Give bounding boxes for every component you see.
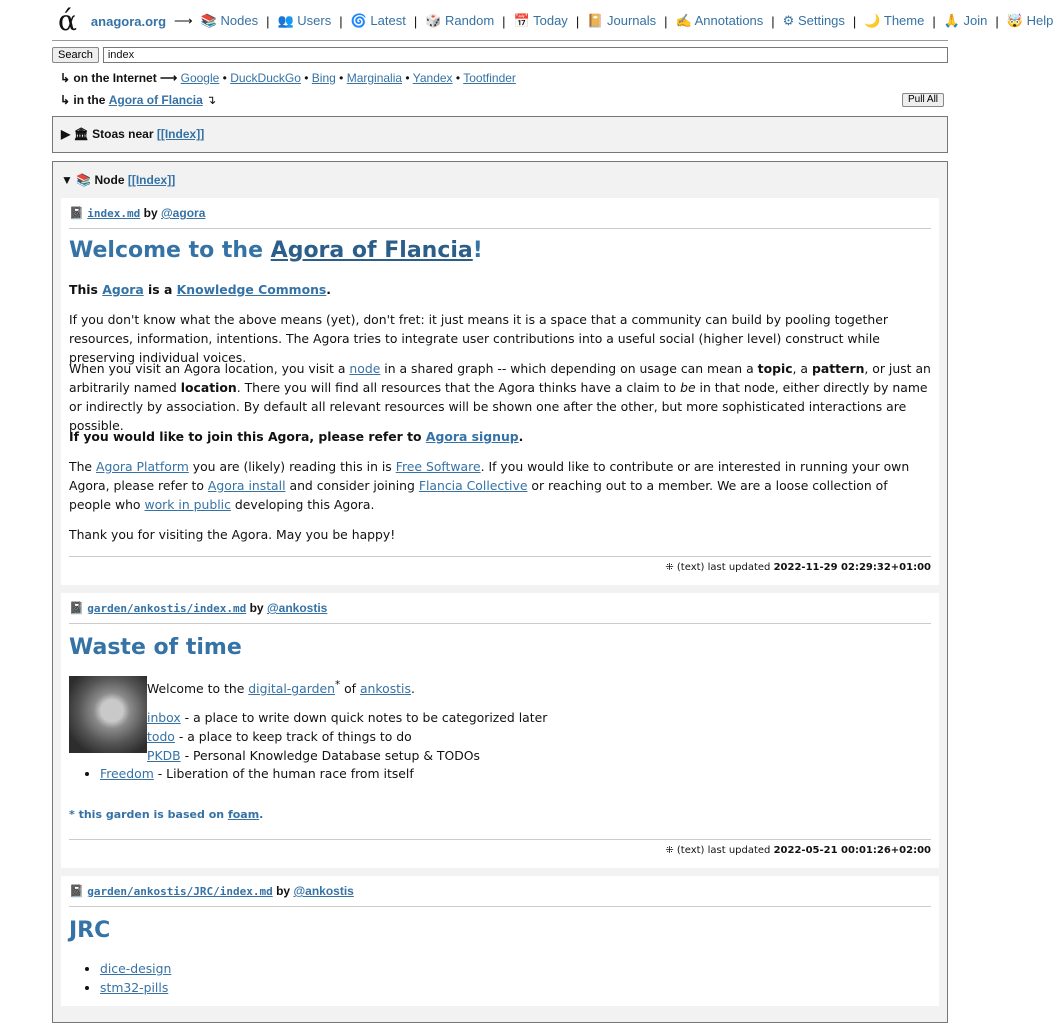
foam-link[interactable]: foam xyxy=(227,808,260,821)
engine-bing[interactable]: Bing xyxy=(311,71,336,85)
engine-yandex[interactable]: Yandex xyxy=(412,71,453,85)
engine-tootfinder[interactable]: Tootfinder xyxy=(463,71,516,85)
nav-join[interactable]: 🙏 Join xyxy=(943,13,988,28)
text: Welcome to the xyxy=(147,681,245,697)
nav-nodes[interactable]: 📚 Nodes xyxy=(200,13,259,28)
nav-help[interactable]: 🤯 Help xyxy=(1006,13,1053,28)
list-item xyxy=(100,978,171,997)
text: - a place to keep track of things to do xyxy=(178,729,412,744)
last-updated xyxy=(665,562,931,573)
engine-marginalia[interactable]: Marginalia xyxy=(346,71,403,85)
list-item xyxy=(100,764,414,783)
nav-separator: | xyxy=(771,13,775,29)
avatar xyxy=(69,676,147,753)
nav-separator: | xyxy=(266,13,270,29)
agora-signup-link[interactable]: Agora signup xyxy=(425,429,519,444)
text: . xyxy=(410,681,415,697)
list-item xyxy=(147,727,547,746)
ankostis-link[interactable]: ankostis xyxy=(359,681,411,697)
nav-journals[interactable]: 📔 Journals xyxy=(587,13,657,28)
page-heading xyxy=(69,238,483,263)
expand-triangle-icon[interactable]: ▶ xyxy=(61,127,71,141)
notebook-icon: 📓 xyxy=(69,206,84,220)
nav-separator: | xyxy=(664,13,668,29)
agora-line xyxy=(60,93,216,107)
internet-prefix: ↳ on the Internet ⟶ xyxy=(60,71,178,85)
nav-separator: | xyxy=(575,13,580,29)
garden-list xyxy=(147,708,547,765)
subnode-ankostis-jrc xyxy=(61,876,939,1006)
paragraph-visit xyxy=(69,359,931,435)
sparkle-icon: ⁜ xyxy=(665,845,674,856)
text: of xyxy=(344,681,357,697)
text: , or just an arbitrarily named xyxy=(69,361,931,395)
text: you are (likely) reading this in is xyxy=(192,459,392,474)
pkdb-link[interactable]: PKDB xyxy=(147,748,181,763)
text: developing this Agora. xyxy=(234,497,375,512)
footer-divider xyxy=(69,839,931,840)
pattern-term: pattern xyxy=(811,361,865,376)
stoas-index-link[interactable]: [[Index]] xyxy=(156,127,205,141)
garden-welcome xyxy=(147,676,931,698)
top-divider xyxy=(52,40,948,41)
node-link[interactable]: node xyxy=(349,361,381,376)
top-navbar xyxy=(52,4,1053,38)
subnode-user-link[interactable]: @agora xyxy=(160,206,206,220)
agora-link[interactable]: Agora xyxy=(102,282,144,297)
last-updated-date: 2022-05-21 00:01:26+02:00 xyxy=(773,845,931,856)
text: . xyxy=(326,282,332,297)
be-emphasis: be xyxy=(680,380,696,395)
notebook-icon: 📓 xyxy=(69,884,84,898)
engine-google[interactable]: Google xyxy=(180,71,220,85)
notebook-icon: 📓 xyxy=(69,601,84,615)
nav-annotations[interactable]: ✍ Annotations xyxy=(675,13,764,28)
text: - a place to write down quick notes to be categorized later xyxy=(184,710,548,725)
nav-today[interactable]: 📅 Today xyxy=(513,13,568,28)
paragraph-join xyxy=(69,427,931,446)
text: * this garden is based on xyxy=(69,808,225,821)
nav-separator: | xyxy=(339,13,343,29)
subnode-user-link[interactable]: @ankostis xyxy=(266,601,328,615)
agora-of-flancia-link[interactable]: Agora of Flancia xyxy=(108,93,203,107)
work-in-public-link[interactable]: work in public xyxy=(144,497,231,512)
flancia-collective-link[interactable]: Flancia Collective xyxy=(418,478,528,493)
agora-line-prefix: ↳ in the xyxy=(60,93,106,107)
text: . If you would like to contribute or are interested in running your own Agora, please refer to xyxy=(69,459,910,493)
nav-users[interactable]: 👥 Users xyxy=(277,13,332,28)
jrc-list xyxy=(87,959,171,997)
topic-term: topic xyxy=(757,361,793,376)
last-updated-date: 2022-11-29 02:29:32+01:00 xyxy=(773,562,931,573)
footnote-marker: * xyxy=(334,679,341,691)
last-updated-label: (text) last updated xyxy=(676,562,771,573)
text: This xyxy=(69,282,98,297)
nav-theme[interactable]: 🌙 Theme xyxy=(864,13,925,28)
stoas-title: 🏛 Stoas near xyxy=(73,127,154,141)
search-row xyxy=(52,47,948,65)
heading-agora-link[interactable]: Agora of Flancia xyxy=(270,238,473,263)
list-item xyxy=(147,708,547,727)
text: If you would like to join this Agora, please refer to xyxy=(69,429,422,444)
collapse-triangle-icon[interactable]: ▼ xyxy=(61,173,73,187)
text: The xyxy=(69,459,93,474)
agora-logo[interactable]: ά xyxy=(58,4,77,37)
paragraph-knowledge-commons xyxy=(69,280,931,299)
nav-settings[interactable]: ⚙ Settings xyxy=(782,13,845,28)
by-label: by xyxy=(143,206,158,220)
heading-text: Welcome to the xyxy=(69,238,263,263)
last-updated-label: (text) last updated xyxy=(676,845,771,856)
text: . xyxy=(259,808,264,821)
node-summary[interactable] xyxy=(61,173,175,187)
stoas-summary[interactable] xyxy=(61,127,204,141)
page-heading: Waste of time xyxy=(69,635,242,660)
down-arrow-icon: ↴ xyxy=(206,93,217,107)
text: - Liberation of the human race from itself xyxy=(157,766,414,781)
nav-separator: | xyxy=(413,13,418,29)
nav-separator: | xyxy=(852,13,857,29)
nav-latest[interactable]: 🌀 Latest xyxy=(350,13,406,28)
stm32-pills-link[interactable]: stm32-pills xyxy=(100,980,169,995)
text: in a shared graph -- which depending on usage can mean a xyxy=(384,361,754,376)
subnode-user-link[interactable]: @ankostis xyxy=(293,884,354,898)
sparkle-icon: ⁜ xyxy=(665,562,674,573)
agora-install-link[interactable]: Agora install xyxy=(207,478,286,493)
text: and consider joining xyxy=(289,478,415,493)
page-heading: JRC xyxy=(69,918,111,943)
agora-platform-link[interactable]: Agora Platform xyxy=(96,459,189,474)
node-title: 📚 Node xyxy=(76,173,125,187)
nav-separator: | xyxy=(932,13,936,29)
knowledge-commons-link[interactable]: Knowledge Commons xyxy=(176,282,327,297)
nav-separator: | xyxy=(995,13,999,29)
footer-divider xyxy=(69,556,931,557)
bullet: • xyxy=(405,71,410,85)
todo-link[interactable]: todo xyxy=(147,729,175,744)
pull-all-button[interactable]: Pull All xyxy=(902,93,944,107)
list-item xyxy=(147,746,547,765)
bullet: • xyxy=(304,71,309,85)
subnode-file-link[interactable]: garden/ankostis/index.md xyxy=(87,602,247,615)
paragraph-platform xyxy=(69,457,931,514)
text: in that node, either directly by name or indirectly by association. By default all relevant resources will be shown one after the other, but more sophisticated interactions are possible. xyxy=(69,380,928,433)
subnode-header xyxy=(69,601,327,615)
text: or reaching out to a member. We are a loose collection of people who xyxy=(69,478,888,512)
garden-note xyxy=(69,805,931,824)
nav-random[interactable]: 🎲 Random xyxy=(425,13,495,28)
search-input[interactable] xyxy=(103,47,948,63)
digital-garden-link[interactable]: digital-garden xyxy=(248,681,335,697)
freedom-link[interactable]: Freedom xyxy=(100,766,154,781)
subnode-file-link[interactable]: index.md xyxy=(87,207,141,220)
stoas-section xyxy=(52,116,948,153)
engine-duckduckgo[interactable]: DuckDuckGo xyxy=(230,71,301,85)
text: . There you will find all resources that the Agora thinks have a claim to xyxy=(236,380,677,395)
subnode-divider xyxy=(69,623,931,624)
garden-list-2 xyxy=(87,764,414,783)
subnode-header xyxy=(69,206,205,220)
by-label: by xyxy=(249,601,264,615)
site-name-link[interactable]: anagora.org xyxy=(90,13,167,29)
list-item xyxy=(100,959,171,978)
text: When you visit an Agora location, you visit a xyxy=(69,361,346,376)
search-button[interactable]: Search xyxy=(52,47,99,63)
free-software-link[interactable]: Free Software xyxy=(395,459,481,474)
arrow-icon: ⟶ xyxy=(174,13,193,28)
subnode-ankostis-index xyxy=(61,593,939,868)
text: . xyxy=(518,429,524,444)
dice-design-link[interactable]: dice-design xyxy=(100,961,172,976)
paragraph-thanks: Thank you for visiting the Agora. May you be happy! xyxy=(69,527,396,542)
bullet: • xyxy=(455,71,461,85)
bullet: • xyxy=(339,71,344,85)
subnode-file-link[interactable]: garden/ankostis/JRC/index.md xyxy=(87,885,273,898)
location-term: location xyxy=(180,380,237,395)
node-index-link[interactable]: [[Index]] xyxy=(127,173,176,187)
bullet: • xyxy=(222,71,227,85)
subnode-divider xyxy=(69,906,931,907)
text: is a xyxy=(148,282,173,297)
nav-separator: | xyxy=(502,13,506,29)
text: - Personal Knowledge Database setup & TODOs xyxy=(184,748,480,763)
heading-suffix: ! xyxy=(472,238,483,263)
by-label: by xyxy=(276,884,291,898)
subnode-index-md xyxy=(61,198,939,585)
text: , a xyxy=(792,361,809,376)
last-updated xyxy=(665,845,931,856)
subnode-header xyxy=(69,884,354,898)
paragraph-intro: If you don't know what the above means (yet), don't fret: it just means it is a space that a community can build by pooling together resources, information, intentions. The Agora tries to integrate user contributions into a useful social (higher level) construct while preserving individual voices. xyxy=(69,312,888,365)
inbox-link[interactable]: inbox xyxy=(147,710,181,725)
internet-search-line xyxy=(60,71,516,85)
subnode-divider xyxy=(69,228,931,229)
